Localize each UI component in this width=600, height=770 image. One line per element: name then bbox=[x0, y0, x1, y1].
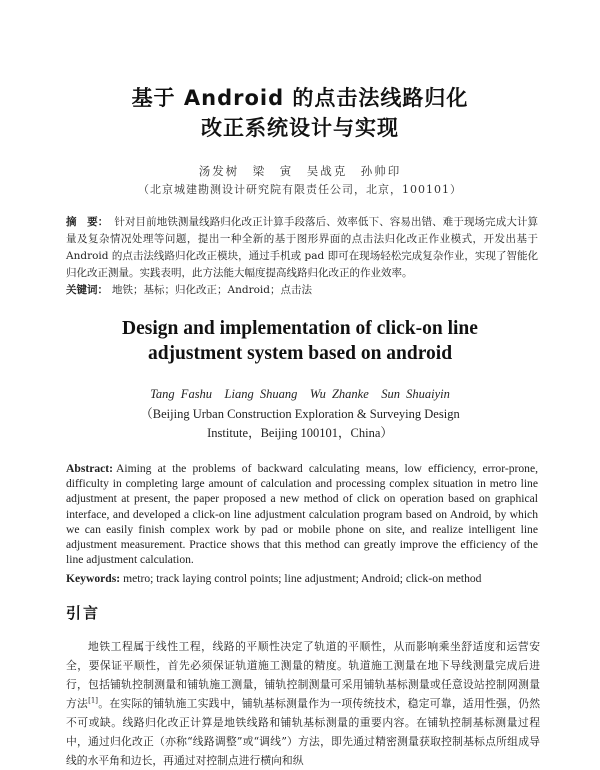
chinese-title-line-2: 改正系统设计与实现 bbox=[201, 116, 399, 140]
chinese-abstract-label: 摘 要： bbox=[66, 216, 109, 228]
english-keywords-text: metro; track laying control points; line adjustment; Android; click-on method bbox=[123, 572, 482, 585]
english-keywords-label: Keywords: bbox=[66, 572, 121, 585]
chinese-keywords bbox=[66, 282, 538, 299]
chinese-affiliation: （北京城建勘测设计研究院有限责任公司，北京，100101） bbox=[138, 183, 462, 196]
intro-text-part-2: 。在实际的铺轨施工实践中，铺轨基标测量作为一项传统技术，稳定可靠，适用性强，仍然不可或缺。线路归化改正计算是地铁线路和铺轨基标测量的重要内容。在铺轨控制基标测量过程中，通过归化改正（亦称“线路调整”或“调线”）方法，即先通过精密测量获取控制基标点所组成导线的水平角和边长，再通过对控制点进行横向和纵 bbox=[66, 697, 541, 767]
english-abstract-label: Abstract: bbox=[66, 462, 114, 475]
english-authors: Tang Fashu Liang Shuang Wu Zhanke Sun Shuaiyin bbox=[150, 387, 450, 401]
english-keywords bbox=[66, 571, 538, 586]
chinese-authors: 汤发树 梁 寅 吴战克 孙帅印 bbox=[198, 164, 402, 178]
chinese-abstract bbox=[66, 214, 538, 282]
chinese-abstract-text: 针对目前地铁测量线路归化改正计算手段落后、效率低下、容易出错、难于现场完成大计算量及复杂情况处理等问题，提出一种全新的基于图形界面的点击法归化改正作业模式，开发出基于 Android 的点击法线路归化改正模块，通过手机或 pad 即可在现场轻松完成复杂作业，实现了智能化归化改正测量。实践表明，此方法能大幅度提高线路归化改正的作业效率。 bbox=[66, 216, 539, 279]
chinese-keywords-label: 关键词： bbox=[66, 284, 108, 296]
chinese-title-line-1: 基于 Android 的点击法线路归化 bbox=[131, 86, 469, 110]
english-abstract-text: Aiming at the problems of backward calculating means, low efficiency, error-prone, difficulty in completing large amount of calculation and processing complex situation in metro line adjustment at present, the paper proposed a new method of click on operation based on graphical interface, and developed a click-on line adjustment calculation program based on Android, by which we can easily finish complex work by pad or mobile phone on site, and realize intelligent line adjustment measurement. Practice shows that this method can greatly improve the efficiency of the line adjustment calculation. bbox=[66, 462, 538, 567]
english-abstract bbox=[66, 461, 538, 567]
english-affiliation-line-2: Institute，Beijing 100101，China） bbox=[207, 426, 393, 440]
chinese-keywords-text: 地铁；基标；归化改正；Android；点击法 bbox=[112, 284, 312, 296]
intro-text-part-1: 地铁工程属于线性工程，线路的平顺性决定了轨道的平顺性，从而影响乘坐舒适度和运营安全，要保证平顺性，首先必须保证轨道施工测量的精度。轨道施工测量在地下导线测量完成后进行，包括铺轨控制测量和铺轨施工测量，铺轨控制测量可采用铺轨基标测量或任意设站控制网测量方法 bbox=[66, 640, 540, 710]
english-title-line-1: Design and implementation of click-on line bbox=[122, 318, 478, 339]
introduction-paragraph bbox=[66, 637, 540, 770]
citation-reference: [1] bbox=[88, 696, 99, 705]
english-affiliation-line-1: （Beijing Urban Construction Exploration & Surveying Design bbox=[140, 407, 460, 421]
english-title-line-2: adjustment system based on android bbox=[147, 343, 453, 364]
introduction-heading: 引言 bbox=[66, 604, 101, 622]
